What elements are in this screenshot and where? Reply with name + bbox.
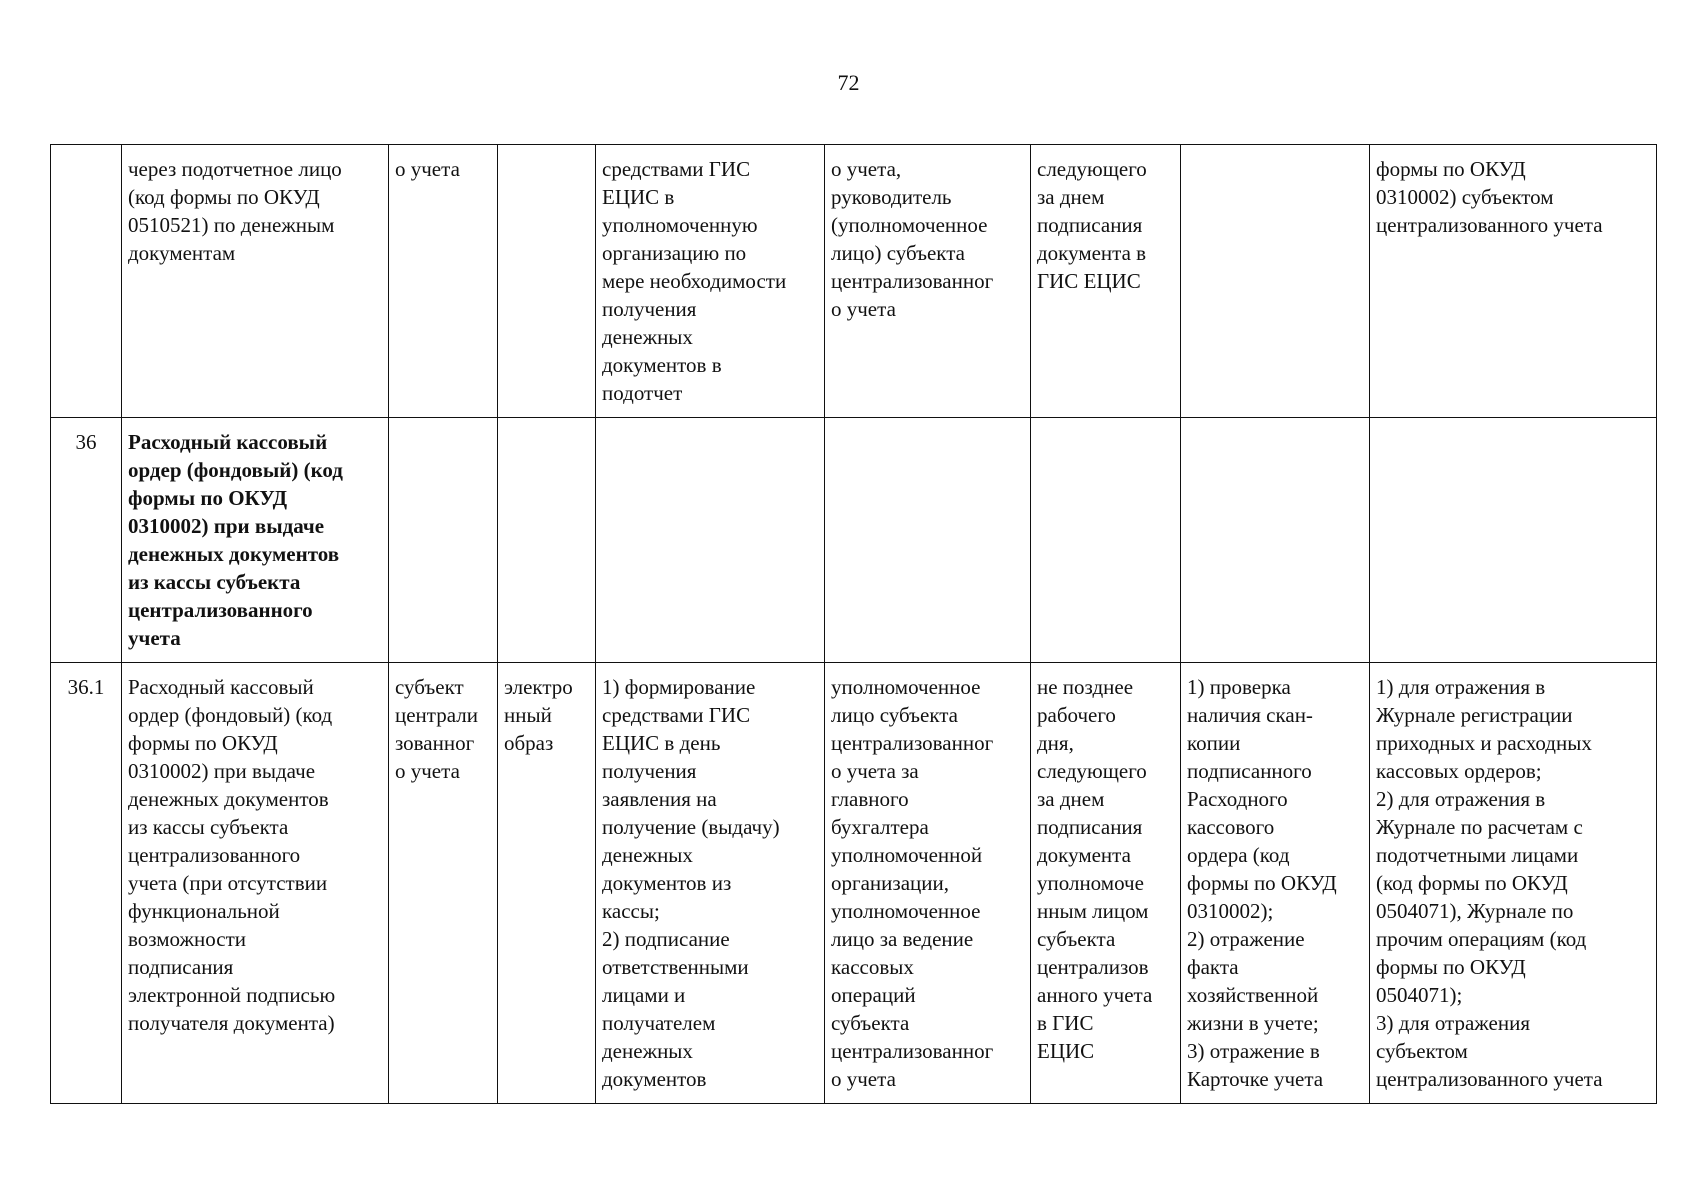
form-cell	[498, 145, 596, 418]
document-name-cell: Расходный кассовый ордер (фондовый) (код формы по ОКУД 0310002) при выдаче денежных документов из кассы субъекта централизованного учета (при отсутствии функциональной возможности подписания электронной подписью получателя документа)	[122, 663, 389, 1104]
processing-cell: 1) проверка наличия скан- копии подписанного Расходного кассового ордера (код формы по ОКУД 0310002); 2) отражение факта хозяйственной жизни в учете; 3) отражение в Карточке учета	[1181, 663, 1370, 1104]
usage-cell	[1370, 418, 1657, 663]
row-number-cell: 36.1	[51, 663, 122, 1104]
creator-cell: субъект централи зованног о учета	[389, 663, 498, 1104]
processing-cell	[1181, 418, 1370, 663]
procedure-cell: средствами ГИС ЕЦИС в уполномоченную организацию по мере необходимости получения денежных документов в подотчет	[596, 145, 825, 418]
processing-cell	[1181, 145, 1370, 418]
creator-cell	[389, 418, 498, 663]
document-name-cell: через подотчетное лицо (код формы по ОКУД 0510521) по денежным документам	[122, 145, 389, 418]
usage-cell: формы по ОКУД 0310002) субъектом централизованного учета	[1370, 145, 1657, 418]
procedure-cell	[596, 418, 825, 663]
creator-cell: о учета	[389, 145, 498, 418]
responsible-cell	[825, 418, 1031, 663]
row-number-cell	[51, 145, 122, 418]
table-row-section	[51, 418, 1657, 663]
responsible-cell: уполномоченное лицо субъекта централизованног о учета за главного бухгалтера уполномоченной организации, уполномоченное лицо за ведение кассовых операций субъекта централизованног о учета	[825, 663, 1031, 1104]
section-title-cell: Расходный кассовый ордер (фондовый) (код формы по ОКУД 0310002) при выдаче денежных документов из кассы субъекта централизованного учета	[122, 418, 389, 663]
form-cell	[498, 418, 596, 663]
deadline-cell: не позднее рабочего дня, следующего за днем подписания документа уполномоче нным лицом субъекта централизов анного учета в ГИС ЕЦИС	[1031, 663, 1181, 1104]
document-table	[50, 144, 1657, 1104]
deadline-cell	[1031, 418, 1181, 663]
table-row	[51, 663, 1657, 1104]
table-row	[51, 145, 1657, 418]
deadline-cell: следующего за днем подписания документа в ГИС ЕЦИС	[1031, 145, 1181, 418]
form-cell: электро нный образ	[498, 663, 596, 1104]
procedure-cell: 1) формирование средствами ГИС ЕЦИС в день получения заявления на получение (выдачу) денежных документов из кассы; 2) подписание ответственными лицами и получателем денежных документов	[596, 663, 825, 1104]
responsible-cell: о учета, руководитель (уполномоченное лицо) субъекта централизованног о учета	[825, 145, 1031, 418]
page-number: 72	[837, 70, 860, 95]
usage-cell: 1) для отражения в Журнале регистрации приходных и расходных кассовых ордеров; 2) для отражения в Журнале по расчетам с подотчетными лицами (код формы по ОКУД 0504071), Журнале по прочим операциям (код формы по ОКУД 0504071); 3) для отражения субъектом централизованного учета	[1370, 663, 1657, 1104]
row-number-cell: 36	[51, 418, 122, 663]
